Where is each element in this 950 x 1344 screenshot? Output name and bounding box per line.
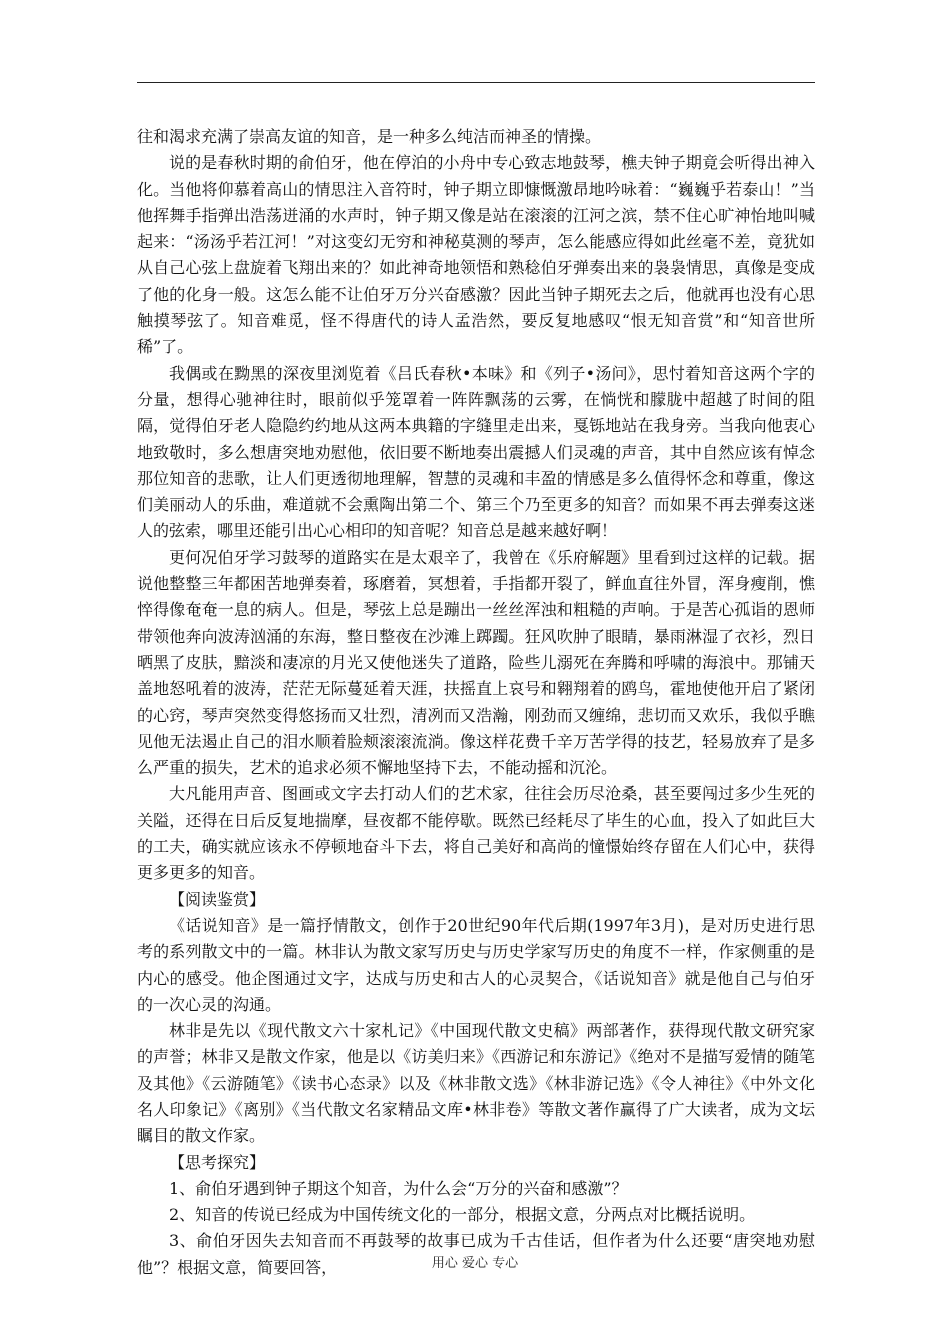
paragraph-appreciation-2: 林非是先以《现代散文六十家札记》《中国现代散文史稿》两部著作，获得现代散文研究家的声誉；林非又是散文作家，他是以《访美归来》《西游记和东游记》《绝对不是描写爱情的随笔及其他》《云游随笔》《读书心态录》以及《林非散文选》《林非游记选》《令人神往》《中外文化名人印象记》《离别》《当代散文名家精品文库•林非卷》等散文著作赢得了广大读者，成为文坛瞩目的散文作家。 bbox=[137, 1021, 815, 1146]
paragraph-continuation: 往和渴求充满了崇高友谊的知音，是一种多么纯洁而神圣的情操。 bbox=[137, 127, 602, 146]
section-heading-questions: 【思考探究】 bbox=[169, 1152, 266, 1172]
paragraph-learning-qin: 更何况伯牙学习鼓琴的道路实在是太艰辛了，我曾在《乐府解题》里看到过这样的记载。据说他整整三年都困苦地弹奏着，琢磨着，冥想着，手指都开裂了，鲜血直往外冒，浑身瘦削，憔悴得像奄奄一息的病人。但是，琴弦上总是蹦出一丝丝浑浊和粗糙的声响。于是苦心孤诣的恩师带领他奔向波涛汹涌的东海，整日整夜在沙滩上踯躅。狂风吹肿了眼睛，暴雨淋湿了衣衫，烈日晒黑了皮肤，黯淡和凄凉的月光又使他迷失了道路，险些儿溺死在奔腾和呼啸的海浪中。那铺天盖地怒吼着的波涛，茫茫无际蔓延着天涯，扶摇直上哀号和翱翔着的鸥鸟，霍地使他开启了紧闭的心窍，琴声突然变得悠扬而又壮烈，清冽而又浩瀚，刚劲而又缠绵，悲切而又欢乐，我似乎瞧见他无法遏止自己的泪水顺着脸颊滚滚流淌。像这样花费千辛万苦学得的技艺，轻易放弃了是多么严重的损失，艺术的追求必须不懈地坚持下去，不能动摇和沉沦。 bbox=[137, 547, 815, 778]
section-heading-appreciation: 【阅读鉴赏】 bbox=[169, 889, 266, 909]
paragraph-appreciation-1: 《话说知音》是一篇抒情散文，创作于20世纪90年代后期(1997年3月)，是对历史进行思考的系列散文中的一篇。林非认为散文家写历史与历史学家写历史的角度不一样，作家侧重的是内心的感受。他企图通过文字，达成与历史和古人的心灵契合，《话说知音》就是他自己与伯牙的一次心灵的沟通。 bbox=[137, 915, 815, 1014]
page-footer: 用心 爱心 专心 bbox=[431, 1256, 519, 1271]
question-item-3: 3、俞伯牙因失去知音而不再鼓琴的故事已成为千古佳话，但作者为什么还要“唐突地劝慰他”？根据文意，简要回答， bbox=[137, 1231, 815, 1277]
paragraph-boya-ziqi: 说的是春秋时期的俞伯牙，他在停泊的小舟中专心致志地鼓琴，樵夫钟子期竟会听得出神入化。当他将仰慕着高山的情思注入音符时，钟子期立即慷慨激昂地吟咏着：“巍巍乎若泰山！”当他挥舞手指弹出浩荡迸涌的水声时，钟子期又像是站在滚滚的江河之滨，禁不住心旷神怡地叫喊起来：“汤汤乎若江河！”对这变幻无穷和神秘莫测的琴声，怎么能感应得如此丝毫不差，竟犹如从自己心弦上盘旋着飞翔出来的？如此神奇地领悟和熟稔伯牙弹奏出来的袅袅情思，真像是变成了他的化身一般。这怎么能不让伯牙万分兴奋感激？因此当钟子期死去之后，他就再也没有心思触摸琴弦了。知音难觅，怪不得唐代的诗人孟浩然，要反复地感叹“恨无知音赏”和“知音世所稀”了。 bbox=[137, 153, 815, 357]
paragraph-night-reading: 我偶或在黝黑的深夜里浏览着《吕氏春秋•本味》和《列子•汤问》，思忖着知音这两个字的分量，想得心驰神往时，眼前似乎笼罩着一阵阵飘荡的云雾，在惝恍和朦胧中超越了时间的阻隔，觉得伯牙老人隐隐约约地从这两本典籍的字缝里走出来，戛铄地站在我身旁。当我向他衷心地致敬时，多么想唐突地劝慰他，依旧要不断地奏出震撼人们灵魂的声音，其中自然应该有悼念那位知音的悲歌，让人们更透彻地理解，智慧的灵魂和丰盈的情感是多么值得怀念和尊重，像这们美丽动人的乐曲，难道就不会熏陶出第二个、第三个乃至更多的知音？而如果不再去弹奏这迷人的弦索，哪里还能引出心心相印的知音呢？知音总是越来越好啊！ bbox=[137, 363, 815, 541]
question-item-2: 2、知音的传说已经成为中国传统文化的一部分，根据文意，分两点对比概括说明。 bbox=[169, 1205, 756, 1225]
header-rule bbox=[137, 82, 815, 83]
article-body bbox=[137, 124, 815, 1281]
question-item-1: 1、俞伯牙遇到钟子期这个知音，为什么会“万分的兴奋和感激”？ bbox=[169, 1178, 628, 1198]
paragraph-artists: 大凡能用声音、图画或文字去打动人们的艺术家，往往会历尽沧桑，甚至要闯过多少生死的关隘，还得在日后反复地揣摩，昼夜都不能停歇。既然已经耗尽了毕生的心血，投入了如此巨大的工夫，确实就应该永不停顿地奋斗下去，将自己美好和高尚的憧憬始终存留在人们心中，获得更多更多的知音。 bbox=[137, 784, 815, 883]
